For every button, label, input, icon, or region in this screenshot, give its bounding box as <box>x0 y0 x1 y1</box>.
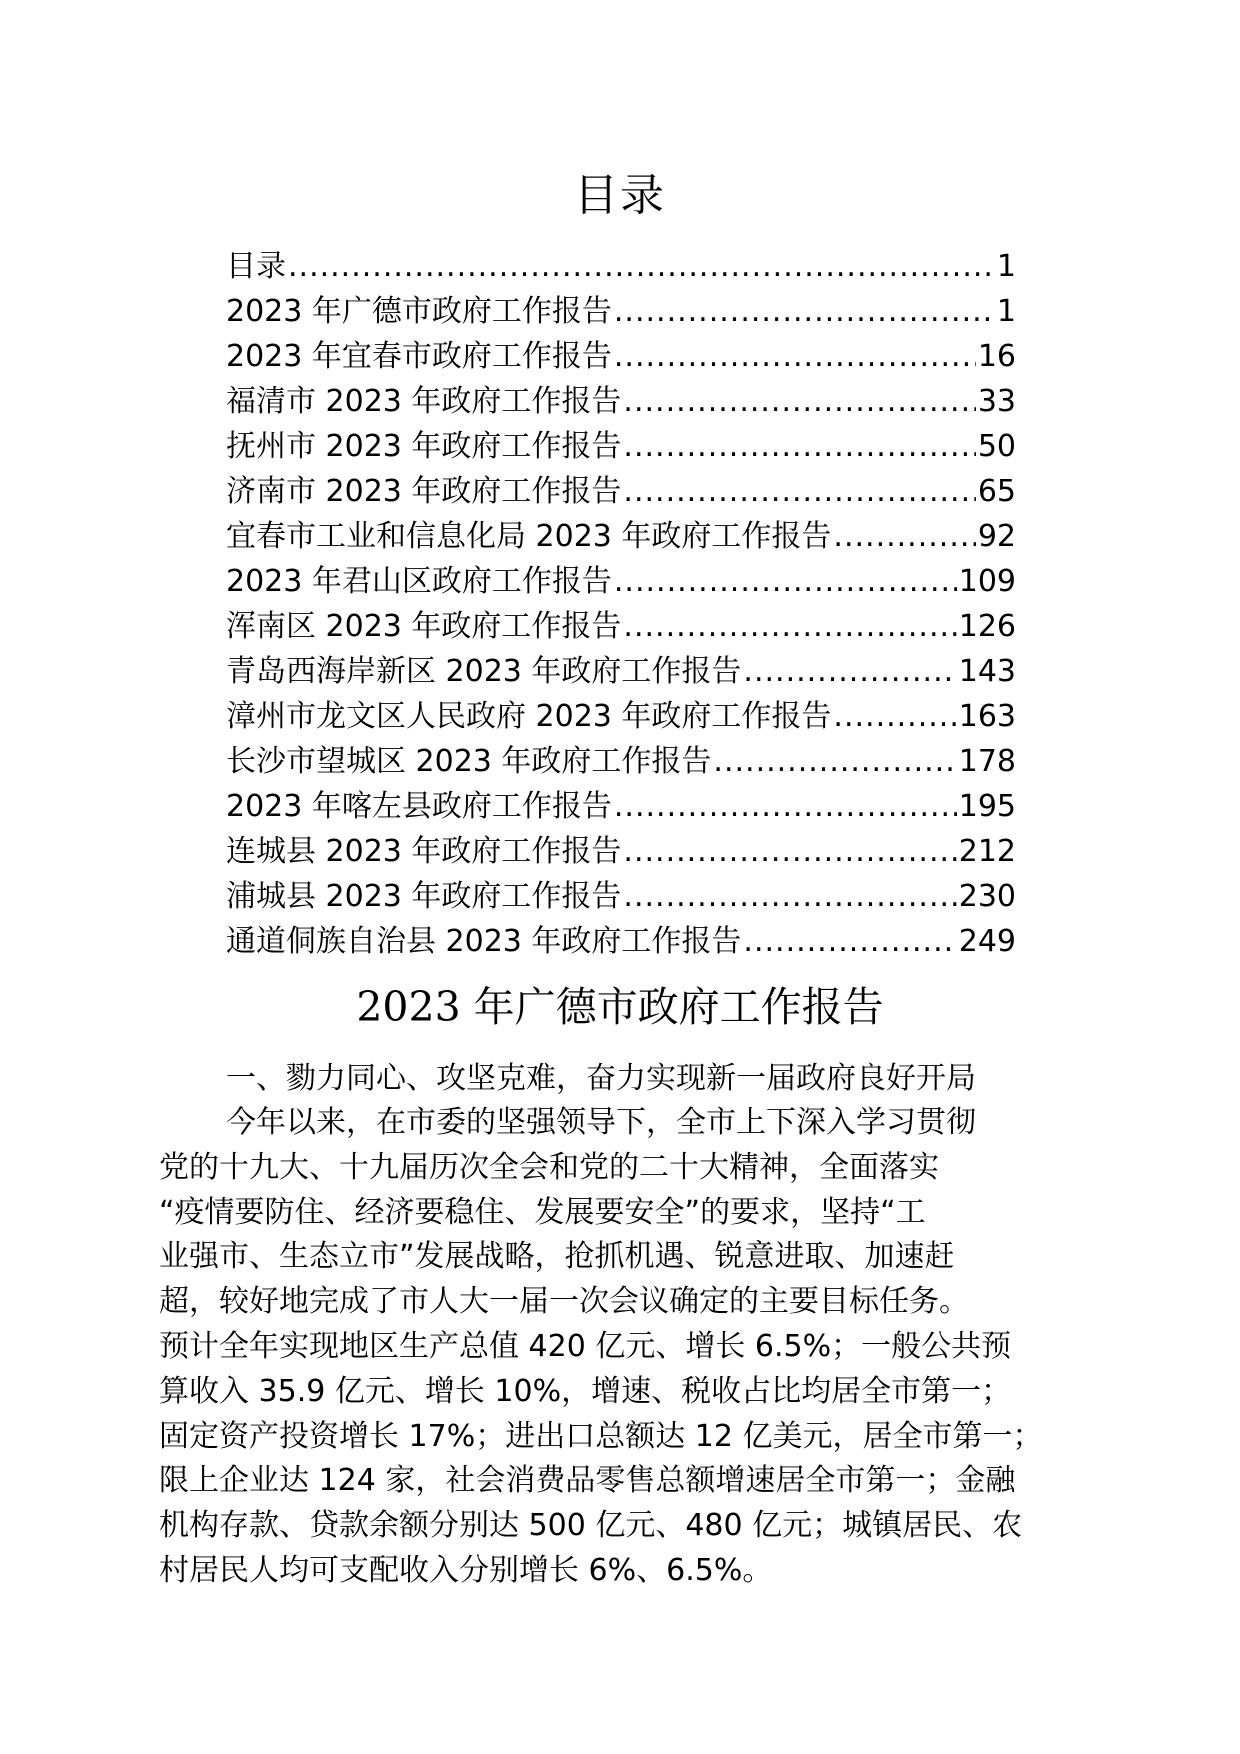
toc-page-number: 195 <box>958 789 1016 824</box>
toc-entry-title: 青岛西海岸新区 2023 年政府工作报告 <box>226 654 742 689</box>
toc-page-number: 65 <box>977 474 1016 509</box>
toc-entry-title: 目录 <box>226 249 286 284</box>
toc-page-number: 109 <box>958 564 1016 599</box>
toc-entry[interactable] <box>226 334 1016 379</box>
toc-entry[interactable] <box>226 424 1016 469</box>
paragraph-line: 村居民人均可支配收入分别增长 6%、6.5%。 <box>159 1552 773 1588</box>
toc-entry[interactable] <box>226 874 1016 919</box>
toc-entry-title: 宜春市工业和信息化局 2023 年政府工作报告 <box>226 519 832 554</box>
toc-page-number: 178 <box>958 744 1016 779</box>
toc-dot-leader <box>614 559 957 604</box>
toc-entry-title: 浑南区 2023 年政府工作报告 <box>226 609 622 644</box>
toc-entry-title: 漳州市龙文区人民政府 2023 年政府工作报告 <box>226 699 832 734</box>
toc-dot-leader <box>623 379 975 424</box>
toc-dot-leader <box>743 919 956 964</box>
toc-page-number: 126 <box>958 609 1016 644</box>
toc-entry[interactable] <box>226 919 1016 964</box>
toc-dot-leader <box>833 694 956 739</box>
paragraph-line: 固定资产投资增长 17%；进出口总额达 12 亿美元，居全市第一； <box>159 1418 1043 1454</box>
toc-entry[interactable] <box>226 604 1016 649</box>
toc-entry[interactable] <box>226 739 1016 784</box>
toc-dot-leader <box>623 469 975 514</box>
toc-entry[interactable] <box>226 469 1016 514</box>
toc-dot-leader <box>288 244 995 289</box>
toc-entry-title: 济南市 2023 年政府工作报告 <box>226 474 622 509</box>
paragraph-line: “疫情要防住、经济要稳住、发展要安全”的要求，坚持“工 <box>159 1194 926 1230</box>
toc-entry-title: 抚州市 2023 年政府工作报告 <box>226 429 622 464</box>
toc-page-number: 1 <box>996 249 1016 284</box>
toc-page-number: 163 <box>958 699 1016 734</box>
toc-title: 目录 <box>574 170 666 221</box>
paragraph-line: 预计全年实现地区生产总值 420 亿元、增长 6.5%；一般公共预 <box>159 1328 1012 1364</box>
toc-entry-title: 长沙市望城区 2023 年政府工作报告 <box>226 744 712 779</box>
toc-entry-title: 福清市 2023 年政府工作报告 <box>226 384 622 419</box>
paragraph-line: 超，较好地完成了市人大一届一次会议确定的主要目标任务。 <box>159 1284 969 1320</box>
toc-page-number: 16 <box>977 339 1016 374</box>
toc-entry-title: 2023 年君山区政府工作报告 <box>226 564 612 599</box>
toc-entry-title: 通道侗族自治县 2023 年政府工作报告 <box>226 924 742 959</box>
report-title: 2023 年广德市政府工作报告 <box>356 983 884 1031</box>
toc-entry-title: 2023 年宜春市政府工作报告 <box>226 339 612 374</box>
toc-dot-leader <box>614 289 995 334</box>
paragraph-line: 机构存款、贷款余额分别达 500 亿元、480 亿元；城镇居民、农 <box>159 1508 1023 1544</box>
toc-page-number: 92 <box>977 519 1016 554</box>
toc-dot-leader <box>623 604 956 649</box>
paragraph-line: 党的十九大、十九届历次全会和党的二十大精神，全面落实 <box>159 1149 939 1185</box>
toc-entry[interactable] <box>226 244 1016 289</box>
toc-dot-leader <box>713 739 956 784</box>
toc-list <box>226 244 1016 964</box>
toc-dot-leader <box>623 874 956 919</box>
toc-page-number: 212 <box>958 834 1016 869</box>
toc-entry[interactable] <box>226 829 1016 874</box>
toc-dot-leader <box>743 649 956 694</box>
toc-entry-title: 2023 年喀左县政府工作报告 <box>226 789 612 824</box>
body-paragraph <box>159 1101 1099 1594</box>
toc-dot-leader <box>623 829 956 874</box>
toc-page-number: 33 <box>977 384 1016 419</box>
toc-entry-title: 浦城县 2023 年政府工作报告 <box>226 879 622 914</box>
paragraph-line: 限上企业达 124 家，社会消费品零售总额增速居全市第一；金融 <box>159 1463 1016 1499</box>
paragraph-line: 算收入 35.9 亿元、增长 10%，增速、税收占比均居全市第一； <box>159 1373 1012 1409</box>
toc-dot-leader <box>614 334 976 379</box>
paragraph-line: 业强市、生态立市”发展战略，抢抓机遇、锐意进取、加速赶 <box>159 1239 955 1275</box>
toc-entry-title: 2023 年广德市政府工作报告 <box>226 294 612 329</box>
toc-page-number: 1 <box>996 294 1016 329</box>
toc-page-number: 249 <box>958 924 1016 959</box>
toc-page-number: 143 <box>958 654 1016 689</box>
toc-page-number: 230 <box>958 879 1016 914</box>
toc-dot-leader <box>614 784 957 829</box>
toc-entry-title: 连城县 2023 年政府工作报告 <box>226 834 622 869</box>
paragraph-line: 今年以来，在市委的坚强领导下，全市上下深入学习贯彻 <box>226 1105 976 1140</box>
toc-entry[interactable] <box>226 379 1016 424</box>
toc-entry[interactable] <box>226 289 1016 334</box>
toc-entry[interactable] <box>226 649 1016 694</box>
toc-entry[interactable] <box>226 694 1016 739</box>
toc-entry[interactable] <box>226 514 1016 559</box>
toc-dot-leader <box>623 424 975 469</box>
section-heading: 一、勠力同心、攻坚克难，奋力实现新一届政府良好开局 <box>226 1061 976 1096</box>
toc-entry[interactable] <box>226 784 1016 829</box>
toc-page-number: 50 <box>977 429 1016 464</box>
toc-dot-leader <box>833 514 975 559</box>
toc-entry[interactable] <box>226 559 1016 604</box>
